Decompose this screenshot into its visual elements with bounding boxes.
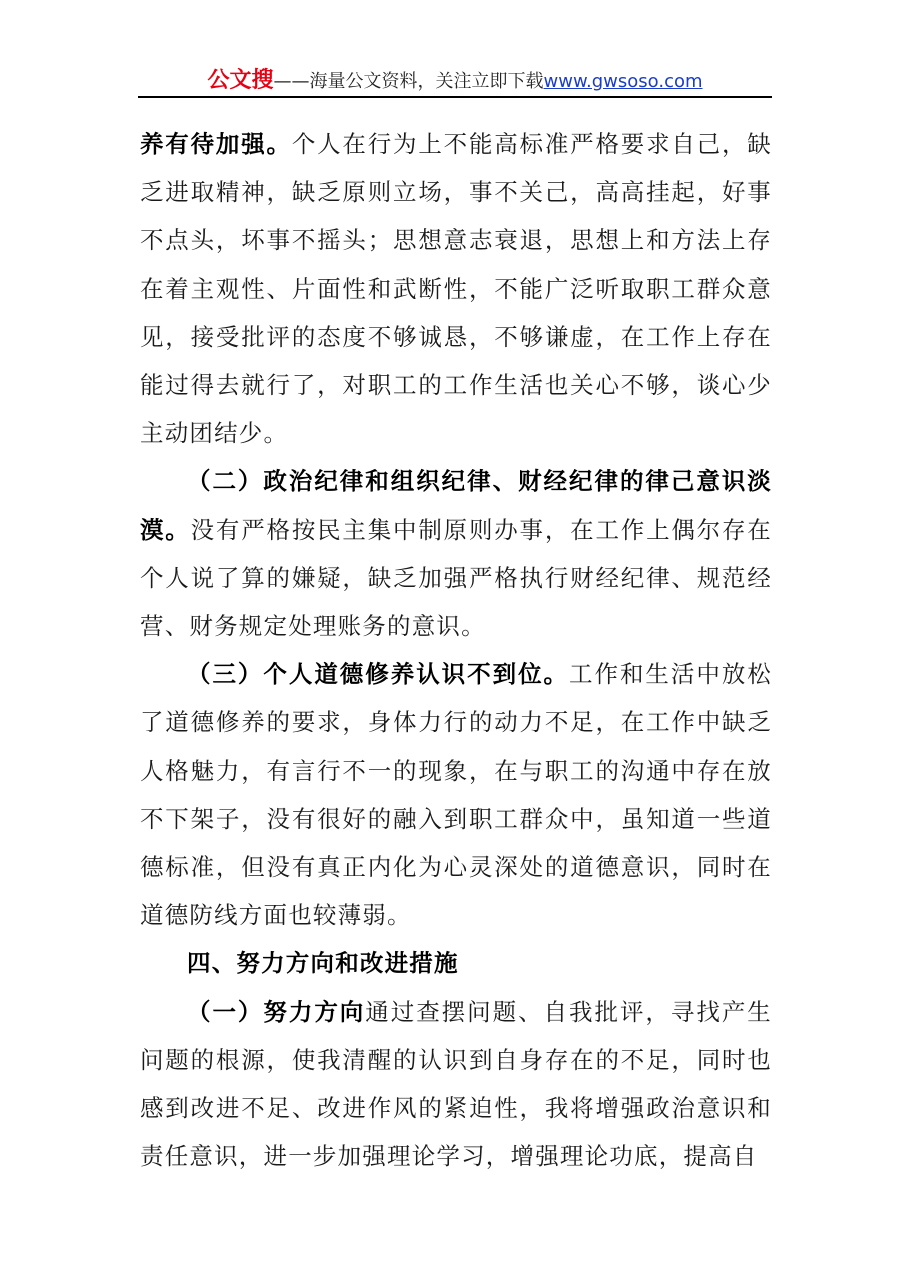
paragraph-continued bbox=[140, 120, 772, 457]
paragraph-morality bbox=[140, 650, 772, 939]
paragraph-text: 通过查摆问题、自我批评，寻找产生问题的根源，使我清醒的认识到自身存在的不足，同时也感到改进不足、改进作风的紧迫性，我将增强政治意识和责任意识，进一步加强理论学习，增强理论功底，提高自 bbox=[140, 997, 772, 1171]
page-header bbox=[138, 66, 772, 96]
section-heading-four bbox=[140, 939, 772, 987]
paragraph-heading: 养有待加强。 bbox=[140, 130, 292, 158]
header-divider bbox=[138, 96, 772, 98]
paragraph-heading: （二）政治纪律和组织纪律、财经纪律的律己意识淡漠。 bbox=[140, 467, 772, 544]
paragraph-text: 工作和生活中放松了道德修养的要求，身体力行的动力不足，在工作中缺乏人格魅力，有言行不一的现象，在与职工的沟通中存在放不下架子，没有很好的融入到职工群众中，虽知道一些道德标准，但没有真正内化为心灵深处的道德意识，同时在道德防线方面也较薄弱。 bbox=[140, 660, 773, 930]
document-body bbox=[140, 120, 772, 1180]
header-url-link[interactable]: www.gwsoso.com bbox=[543, 71, 703, 92]
header-brand: 公文搜 bbox=[207, 68, 274, 93]
header-slogan: ——海量公文资料，关注立即下载 bbox=[273, 71, 544, 92]
paragraph-heading: （三）个人道德修养认识不到位。 bbox=[187, 660, 570, 689]
paragraph-text: 个人在行为上不能高标准严格要求自己，缺乏进取精神，缺乏原则立场，事不关己，高高挂起，好事不点头，坏事不摇头；思想意志衰退，思想上和方法上存在着主观性、片面性和武断性，不能广泛听取职工群众意见，接受批评的态度不够诚恳，不够谦虚，在工作上存在能过得去就行了，对职工的工作生活也关心不够，谈心少主动团结少。 bbox=[140, 130, 772, 448]
section-title: 四、努力方向和改进措施 bbox=[187, 949, 459, 978]
paragraph-heading: （一）努力方向 bbox=[187, 997, 366, 1026]
paragraph-discipline bbox=[140, 457, 772, 650]
paragraph-direction bbox=[140, 988, 772, 1181]
paragraph-text: 没有严格按民主集中制原则办事，在工作上偶尔存在个人说了算的嫌疑，缺乏加强严格执行财经纪律、规范经营、财务规定处理账务的意识。 bbox=[140, 515, 772, 641]
